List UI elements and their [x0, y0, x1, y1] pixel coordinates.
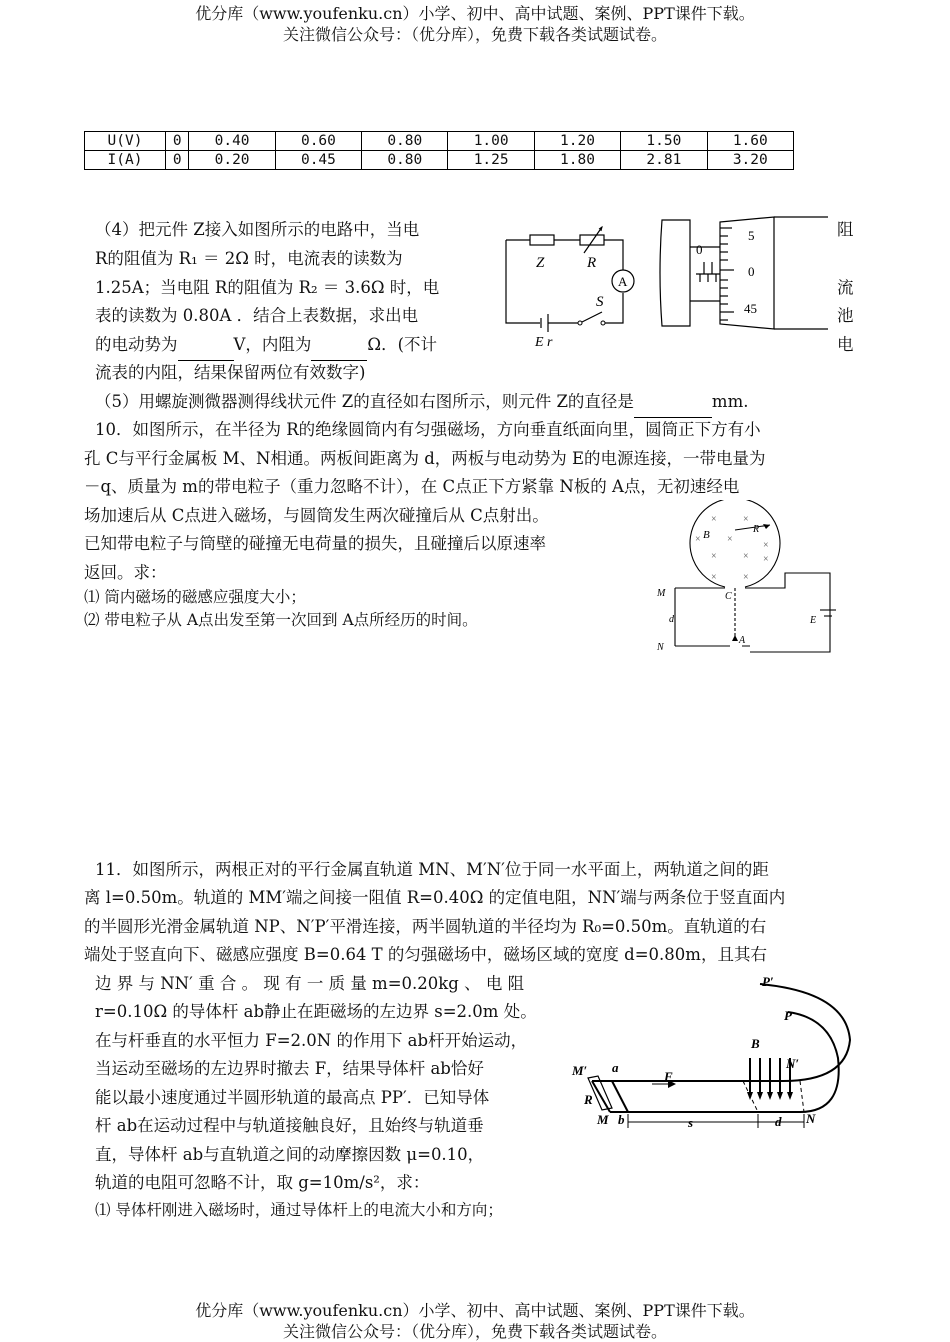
- svg-text:×: ×: [763, 554, 769, 565]
- svg-text:×: ×: [743, 514, 749, 525]
- q10-line4: 场加速后从 C点进入磁场，与圆筒发生两次碰撞后从 C点射出。: [84, 506, 549, 525]
- table-cell: 0: [166, 151, 189, 170]
- right-char-4: 电: [837, 335, 854, 354]
- table-cell: 0.45: [275, 151, 361, 170]
- q9-p5b: mm.: [711, 392, 749, 411]
- q9-p4-line1: （4）把元件 Z接入如图所示的电路中，当电: [95, 220, 420, 239]
- table-cell: 0.40: [189, 132, 275, 151]
- table-cell: 1.80: [534, 151, 620, 170]
- q10-sub2: ⑵ 带电粒子从 A点出发至第一次回到 A点所经历的时间。: [84, 611, 478, 629]
- table-cell: 1.00: [448, 132, 534, 151]
- table-cell: 2.81: [621, 151, 707, 170]
- right-char-2: 流: [837, 278, 854, 297]
- circuit-diagram: [498, 220, 643, 350]
- label-p-prime: P′: [762, 974, 774, 989]
- label-f: F: [664, 1069, 673, 1084]
- switch-s: [580, 312, 602, 323]
- right-char-3: 池: [837, 306, 854, 325]
- svg-text:×: ×: [743, 551, 749, 562]
- q9-p4-line5c: Ω．(不计: [367, 335, 438, 354]
- rail-m-n-prime: [610, 1012, 839, 1112]
- svg-text:×: ×: [711, 514, 717, 525]
- q9-p4-line5b: V，内阻为: [233, 335, 312, 354]
- data-table: [84, 131, 794, 170]
- q11-figure: [568, 968, 858, 1138]
- main-scale-zero: 0: [696, 242, 703, 257]
- anvil-frame: [660, 220, 690, 326]
- q11-line3: 的半圆形光滑金属轨道 NP、N′P′平滑连接，两半圆轨道的半径均为 R₀=0.50m。直轨道的右: [84, 917, 767, 936]
- answer-blank-resistance[interactable]: [311, 331, 367, 361]
- q9-p4-line2: R的阻值为 R₁ ＝ 2Ω 时，电流表的读数为: [95, 249, 403, 268]
- svg-text:×: ×: [711, 551, 717, 562]
- label-r: R: [584, 1092, 593, 1107]
- q10-line2: 孔 C与平行金属板 M、N相通。两板间距离为 d，两板与电动势为 E的电源连接，一带电量为: [84, 449, 766, 468]
- label-d: d: [775, 1114, 782, 1129]
- table-cell: 0.80: [362, 151, 448, 170]
- answer-blank-emf[interactable]: [178, 331, 234, 361]
- rheostat-r: [580, 235, 604, 245]
- label-n: N: [806, 1111, 816, 1126]
- svg-text:×: ×: [763, 540, 769, 551]
- q9-p4-line4: 表的读数为 0.80A ．结合上表数据，求出电: [95, 306, 419, 325]
- q11-line10: 杆 ab在运动过程中与轨道接触良好，且始终与轨道垂: [95, 1116, 484, 1135]
- rod-ab: [612, 1081, 628, 1112]
- label-e: E: [810, 615, 817, 626]
- rail-mn: [592, 984, 850, 1081]
- q10-line5: 已知带电粒子与筒壁的碰撞无电荷量的损失，且碰撞后以原速率: [84, 534, 546, 553]
- q11-line12: 轨道的电阻可忽略不计，取 g=10m/s²，求：: [95, 1173, 430, 1192]
- q11-line6: r=0.10Ω 的导体杆 ab静止在距磁场的左边界 s=2.0m 处。: [95, 1002, 537, 1021]
- q9-p5: [95, 388, 748, 418]
- label-b: b: [618, 1112, 625, 1127]
- table-cell: 3.20: [707, 151, 793, 170]
- svg-text:×: ×: [743, 572, 749, 583]
- q9-p4-line6: 流表的内阻，结果保留两位有效数字): [95, 363, 366, 382]
- label-a: a: [612, 1060, 619, 1075]
- svg-text:×: ×: [727, 534, 733, 545]
- q10-line1: 10．如图所示，在半径为 R的绝缘圆筒内有匀强磁场，方向垂直纸面向里，圆筒正下方有小: [95, 420, 761, 439]
- element-z: [530, 235, 554, 245]
- table-row: [85, 132, 794, 151]
- q9-p4-line3: 1.25A；当电阻 R的阻值为 R₂ ＝ 3.6Ω 时，电: [95, 278, 440, 297]
- q9-p5a: （5）用螺旋测微器测得线状元件 Z的直径如右图所示，则元件 Z的直径是: [95, 392, 634, 411]
- page-footer-line1: 优分库（www.youfenku.cn）小学、初中、高中试题、案例、PPT课件下载。: [195, 1301, 755, 1320]
- q11-sub1: ⑴ 导体杆刚进入磁场时，通过导体杆上的电流大小和方向；: [95, 1201, 503, 1219]
- page-header-line2: 关注微信公众号：（优分库），免费下载各类试题试卷。: [282, 25, 667, 44]
- micrometer-diagram: [656, 214, 831, 332]
- table-cell: I(A): [85, 151, 166, 170]
- page-header-line1: 优分库（www.youfenku.cn）小学、初中、高中试题、案例、PPT课件下载。: [195, 4, 755, 23]
- label-a: A: [739, 635, 746, 646]
- table-cell: U(V): [85, 132, 166, 151]
- table-cell: 0.60: [275, 132, 361, 151]
- label-n-prime: N′: [786, 1056, 800, 1071]
- table-row: [85, 151, 794, 170]
- label-r: R: [753, 524, 760, 535]
- table-cell: 1.25: [448, 151, 534, 170]
- table-cell: 0.80: [362, 132, 448, 151]
- label-p: P: [784, 1008, 792, 1023]
- table-cell: 1.20: [534, 132, 620, 151]
- svg-text:×: ×: [695, 534, 701, 545]
- label-c: C: [725, 591, 732, 602]
- label-m-prime: M′: [572, 1063, 588, 1078]
- page-footer-line2: 关注微信公众号：（优分库），免费下载各类试题试卷。: [282, 1322, 667, 1341]
- label-r: R: [587, 255, 597, 271]
- label-s: s: [688, 1115, 694, 1130]
- q10-figure: [650, 500, 840, 660]
- label-b-field: B: [751, 1036, 760, 1051]
- table-cell: 1.60: [707, 132, 793, 151]
- answer-blank-diameter[interactable]: [634, 388, 712, 418]
- label-s: S: [596, 294, 604, 310]
- table-cell: 0: [166, 132, 189, 151]
- q9-p4-line5a: 的电动势为: [95, 335, 178, 354]
- label-z: Z: [536, 255, 545, 271]
- q11-line1: 11．如图所示，两根正对的平行金属直轨道 MN、M′N′位于同一水平面上，两轨道之间的距: [95, 860, 769, 879]
- label-er: E r: [535, 335, 553, 350]
- q9-p4-line5: [95, 331, 437, 361]
- label-n: N: [657, 642, 664, 653]
- q11-line2: 离 l=0.50m。轨道的 MM′端之间接一阻值 R=0.40Ω 的定值电阻，NN′端与两条位于竖直面内: [84, 888, 786, 907]
- q10-sub1: ⑴ 筒内磁场的磁感应强度大小；: [84, 588, 306, 606]
- thimble-45: 45: [744, 301, 757, 316]
- thimble-0: 0: [748, 264, 755, 279]
- q10-line6: 返回。求：: [84, 563, 167, 582]
- thimble-5: 5: [748, 228, 755, 243]
- label-b: B: [703, 529, 710, 541]
- table-cell: 1.50: [621, 132, 707, 151]
- label-m: M: [597, 1112, 609, 1127]
- q11-line11: 直，导体杆 ab与直轨道之间的动摩擦因数 μ=0.10，: [95, 1145, 485, 1164]
- label-m: M: [657, 588, 666, 599]
- q10-line3: －q、质量为 m的带电粒子（重力忽略不计），在 C点正下方紧靠 N板的 A点，无初速经电: [84, 477, 740, 496]
- right-char-1: 阻: [837, 220, 854, 239]
- q11-line9: 能以最小速度通过半圆形轨道的最高点 PP′．已知导体: [95, 1088, 490, 1107]
- label-a: A: [618, 274, 628, 289]
- label-d: d: [669, 614, 674, 625]
- table-cell: 0.20: [189, 151, 275, 170]
- svg-text:×: ×: [711, 572, 717, 583]
- q11-line7: 在与杆垂直的水平恒力 F=2.0N 的作用下 ab杆开始运动，: [95, 1031, 528, 1050]
- q11-line8: 当运动至磁场的左边界时撤去 F，结果导体杆 ab恰好: [95, 1059, 484, 1078]
- q11-line5: 边 界 与 NN′ 重 合 。 现 有 一 质 量 m=0.20kg 、 电 阻: [95, 974, 525, 993]
- q11-line4: 端处于竖直向下、磁感应强度 B=0.64 T 的匀强磁场中，磁场区域的宽度 d=0.80m，且其右: [84, 945, 767, 964]
